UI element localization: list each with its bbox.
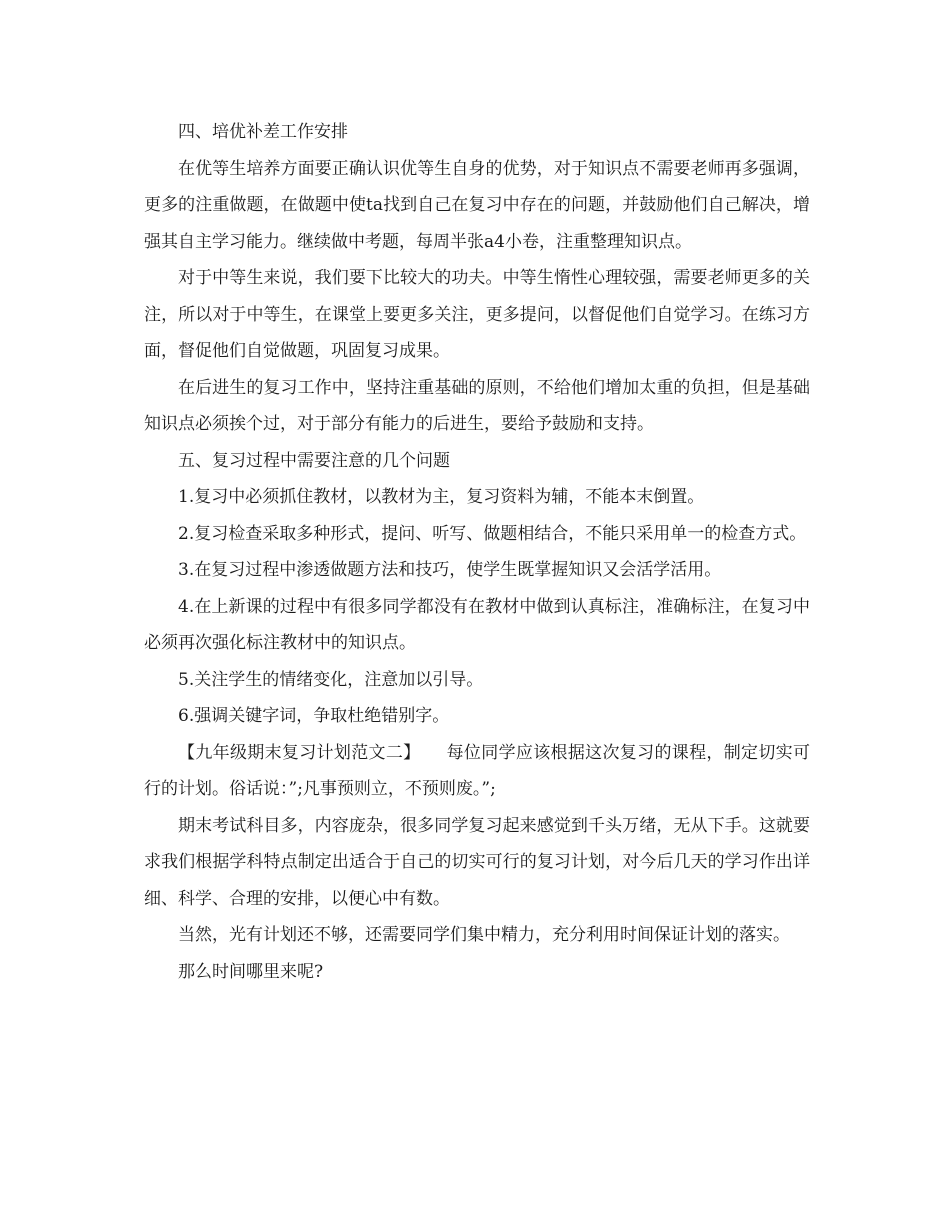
list-item-5: 5.关注学生的情绪变化，注意加以引导。 <box>178 669 484 690</box>
list-item-4: 4.在上新课的过程中有很多同学都没有在教材中做到认真标注，准确标注，在复习中必须再次强化标注教材中的知识点。 <box>144 596 810 653</box>
paragraph-middle-students: 对于中等生来说，我们要下比较大的功夫。中等生惰性心理较强，需要老师更多的关注，所以对于中等生，在课堂上要更多关注，更多提问，以督促他们自觉学习。在练习方面，督促他们自觉做题，巩固复习成果。 <box>144 268 810 361</box>
paragraph-top-students: 在优等生培养方面要正确认识优等生自身的优势，对于知识点不需要老师再多强调，更多的注重做题，在做题中使ta找到自己在复习中存在的问题，并鼓励他们自己解决，增强其自主学习能力。继续做中考题，每周半张a4小卷，注重整理知识点。 <box>144 158 810 252</box>
paragraph-time-question: 那么时间哪里来呢? <box>178 961 324 982</box>
list-item-1: 1.复习中必须抓住教材，以教材为主，复习资料为辅，不能本末倒置。 <box>178 487 705 507</box>
section-heading-four: 四、培优补差工作安排 <box>178 122 348 142</box>
paragraph-plan-execution: 当然，光有计划还不够，还需要同学们集中精力，充分利用时间保证计划的落实。 <box>178 925 790 945</box>
paragraph-sample-two-intro: 【九年级期末复习计划范文二】 每位同学应该根据这次复习的课程，制定切实可行的计划。俗话说：”;凡事预则立，不预则废。”; <box>144 742 810 799</box>
paragraph-exam-subjects: 期末考试科目多，内容庞杂，很多同学复习起来感觉到千头万绪，无从下手。这就要求我们根据学科特点制定出适合于自己的切实可行的复习计划，对今后几天的学习作出详细、科学、合理的安排，以便心中有数。 <box>144 815 810 909</box>
section-heading-five: 五、复习过程中需要注意的几个问题 <box>178 450 450 471</box>
list-item-2: 2.复习检查采取多种形式，提问、听写、做题相结合，不能只采用单一的检查方式。 <box>178 523 807 544</box>
paragraph-struggling-students: 在后进生的复习工作中，坚持注重基础的原则，不给他们增加太重的负担，但是基础知识点必须挨个过，对于部分有能力的后进生，要给予鼓励和支持。 <box>144 377 810 434</box>
list-item-3: 3.在复习过程中渗透做题方法和技巧，使学生既掌握知识又会活学活用。 <box>178 560 722 580</box>
document-body <box>144 114 810 990</box>
list-item-6: 6.强调关键字词，争取杜绝错别字。 <box>178 706 450 726</box>
